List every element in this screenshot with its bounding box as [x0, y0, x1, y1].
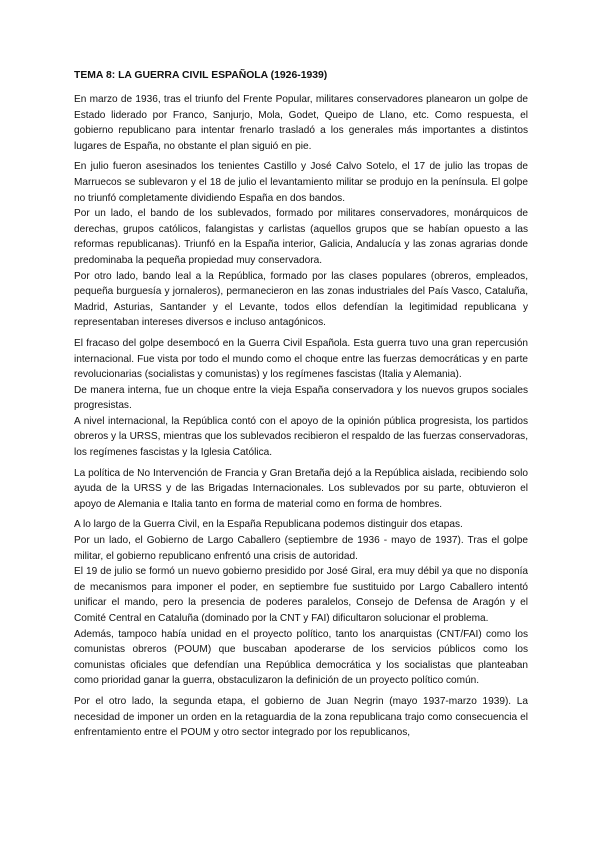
paragraph: A nivel internacional, la República contó con el apoyo de la opinión pública progresista, los partidos obreros y la URSS, mientras que los sublevados recibieron el respaldo de las fuerzas conservadoras, los regímenes fascistas y la Iglesia Católica.: [74, 415, 528, 459]
paragraph: Además, tampoco había unidad en el proyecto político, tanto los anarquistas (CNT/FAI) como los comunistas obreros (POUM) que buscaban apoderarse de los servicios públicos como los comunistas oficiales que defendían una República democrática y los socialistas que planteaban como prioridad ganar la guerra, obstaculizaron la definición de un proyecto político común.: [74, 628, 528, 687]
paragraph: En julio fueron asesinados los tenientes Castillo y José Calvo Sotelo, el 17 de julio las tropas de Marruecos se sublevaron y el 18 de julio el levantamiento militar se produjo en la península. El golpe no triunfó completamente dividiendo España en dos bandos.: [74, 161, 528, 204]
paragraph: Por un lado, el Gobierno de Largo Caballero (septiembre de 1936 - mayo de 1937). Tras el golpe militar, el gobierno republicano enfrentó una crisis de autoridad.: [74, 535, 528, 562]
paragraph: A lo largo de la Guerra Civil, en la España Republicana podemos distinguir dos etapas.: [74, 519, 463, 531]
paragraph: El 19 de julio se formó un nuevo gobierno presidido por José Giral, era muy débil ya que no disponía de mecanismos para imponer el poder, en septiembre fue sustituido por Largo Caballero intentó unificar el mando, pero la presencia de poderes paralelos, Consejo de Defensa de Aragón y el Comité Central en Cataluña (dominado por la CNT y FAI) dificultaron solucionar el problema.: [74, 566, 528, 624]
paragraph: El fracaso del golpe desembocó en la Guerra Civil Española. Esta guerra tuvo una gran repercusión internacional. Fue vista por todo el mundo como el choque entre las fuerzas democráticas y en parte revolucionarias (socialistas y comunistas) y los regímenes fascistas (Italia y Alemania).: [74, 337, 528, 381]
paragraph: Por otro lado, bando leal a la República, formado por las clases populares (obreros, empleados, pequeña burguesía y jornaleros), permanecieron en las zonas industriales del País Vasco, Cataluña, Madrid, Asturias, Santander y el Levante, todos ellos defendían la legitimidad republicana y representaban intereses diversos e incluso antagónicos.: [74, 270, 528, 329]
paragraph: En marzo de 1936, tras el triunfo del Frente Popular, militares conservadores planearon un golpe de Estado liderado por Franco, Sanjurjo, Mola, Godet, Queipo de Llano, etc. Como respuesta, el gobierno republicano para intentar frenarlo trasladó a los generales más importantes a distintos lugares de España, no obstante el plan siguió en pie.: [74, 94, 528, 152]
paragraph: La política de No Intervención de Francia y Gran Bretaña dejó a la República aislada, recibiendo solo ayuda de la URSS y de las Brigadas Internacionales. Los sublevados por su parte, obtuvieron el apoyo de Alemania e Italia tanto en forma de material como en forma de hombres.: [74, 467, 528, 510]
paragraph: Por un lado, el bando de los sublevados, formado por militares conservadores, monárquicos de derechas, grupos católicos, falangistas y carlistas (aquellos grupos que se habían opuesto a las reformas republicanas). Triunfó en la España interior, Galicia, Andalucía y las zonas agrarias donde predominaba la pequeña propiedad muy conservadora.: [74, 208, 528, 266]
paragraph: Por el otro lado, la segunda etapa, el gobierno de Juan Negrin (mayo 1937-marzo 1939). La necesidad de imponer un orden en la retaguardia de la zona republicana trajo como consecuencia el enfrentamiento entre el POUM y otro sector integrado por los republicanos,: [74, 695, 528, 739]
document-body: [74, 92, 528, 741]
paragraph: De manera interna, fue un choque entre la vieja España conservadora y los nuevos grupos sociales progresistas.: [74, 384, 528, 412]
document-title: TEMA 8: LA GUERRA CIVIL ESPAÑOLA (1926-1939): [74, 70, 328, 81]
